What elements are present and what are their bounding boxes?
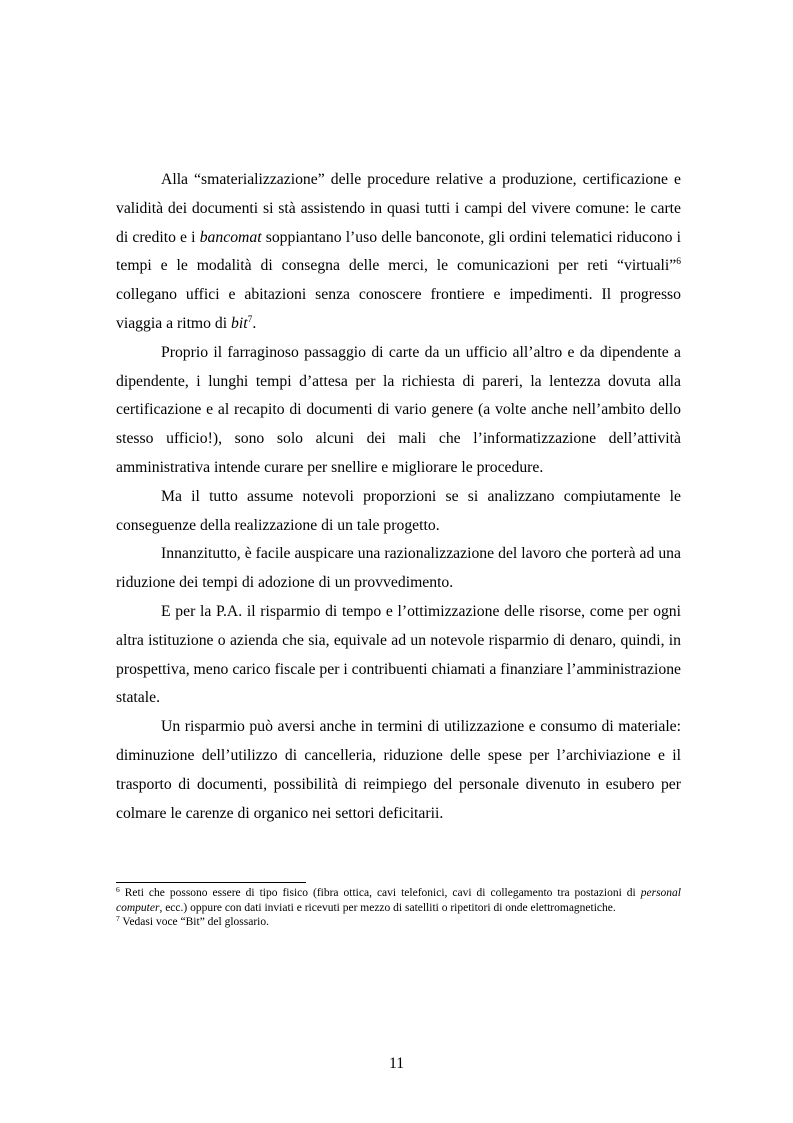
text-run: collegano uffici e abitazioni senza conoscere frontiere e impedimenti. Il progresso viaggia a ritmo di	[116, 286, 681, 332]
footnote-text: , ecc.) oppure con dati inviati e ricevuti per mezzo di satelliti o ripetitori di onde elettromagnetiche.	[159, 901, 616, 914]
italic-term-bancomat: bancomat	[199, 228, 262, 246]
footnote-text: Vedasi voce “Bit” del glossario.	[119, 916, 270, 929]
text-run: Alla “smaterializzazione” delle procedure relative a produzione, certificazione e validità dei documenti si stà assistendo in quasi tutti i campi del vivere comune: le carte di credito e i	[116, 171, 681, 246]
footnote-ref-7[interactable]: 7	[247, 314, 253, 325]
body-text	[116, 166, 681, 828]
paragraph	[116, 483, 681, 541]
text-run: Innanzitutto, è facile auspicare una razionalizzazione del lavoro che porterà ad una riduzione dei tempi di adozione di un provvedimento.	[116, 545, 681, 592]
text-run: E per la P.A. il risparmio di tempo e l’ottimizzazione delle risorse, come per ogni altra istituzione o azienda che sia, equivale ad un notevole risparmio di denaro, quindi, in prospettiva, meno carico fiscale per i contribuenti chiamati a finanziare l’amministrazione statale.	[116, 602, 681, 707]
text-run: .	[252, 314, 257, 332]
footnote-6	[116, 886, 681, 915]
footnote-separator	[116, 882, 306, 883]
footnotes	[116, 886, 681, 930]
footnote-7	[116, 915, 681, 930]
footnote-number: 7	[116, 914, 120, 924]
italic-term-bit: bit	[231, 314, 248, 332]
text-run: Ma il tutto assume notevoli proporzioni se si analizzano compiutamente le conseguenze della realizzazione di un tale progetto.	[116, 487, 681, 534]
text-run: Proprio il farraginoso passaggio di carte da un ufficio all’altro e da dipendente a dipendente, i lunghi tempi d’attesa per la richiesta di pareri, la lentezza dovuta alla certificazione e al recapito di documenti di vario genere (a volte anche nell’ambito dello stesso ufficio!), sono solo alcuni dei mali che l’informatizzazione dell’attività amministrativa intende curare per snellire e migliorare le procedure.	[116, 343, 681, 476]
footnote-text: Reti che possono essere di tipo fisico (fibra ottica, cavi telefonici, cavi di collegamento tra postazioni di	[119, 887, 641, 899]
footnote-ref-6[interactable]: 6	[676, 257, 681, 268]
paragraph	[116, 166, 681, 339]
paragraph	[116, 598, 681, 713]
paragraph	[116, 339, 681, 483]
page-number: 11	[388, 1055, 405, 1072]
paragraph	[116, 540, 681, 598]
text-run: soppiantano l’uso delle banconote, gli ordini telematici riducono i tempi e le modalità di consegna delle merci, le comunicazioni per reti “virtuali”	[116, 228, 682, 275]
footnote-italic-text: personal computer	[116, 887, 681, 914]
footnote-number: 6	[116, 885, 120, 894]
text-run: Un risparmio può aversi anche in termini di utilizzazione e consumo di materiale: diminuzione dell’utilizzo di cancelleria, riduzione delle spese per l’archiviazione e il trasporto di documenti, possibilità di reimpiego del personale divenuto in esubero per colmare le carenze di organico nei settori deficitarii.	[116, 718, 681, 822]
paragraph	[116, 713, 681, 828]
